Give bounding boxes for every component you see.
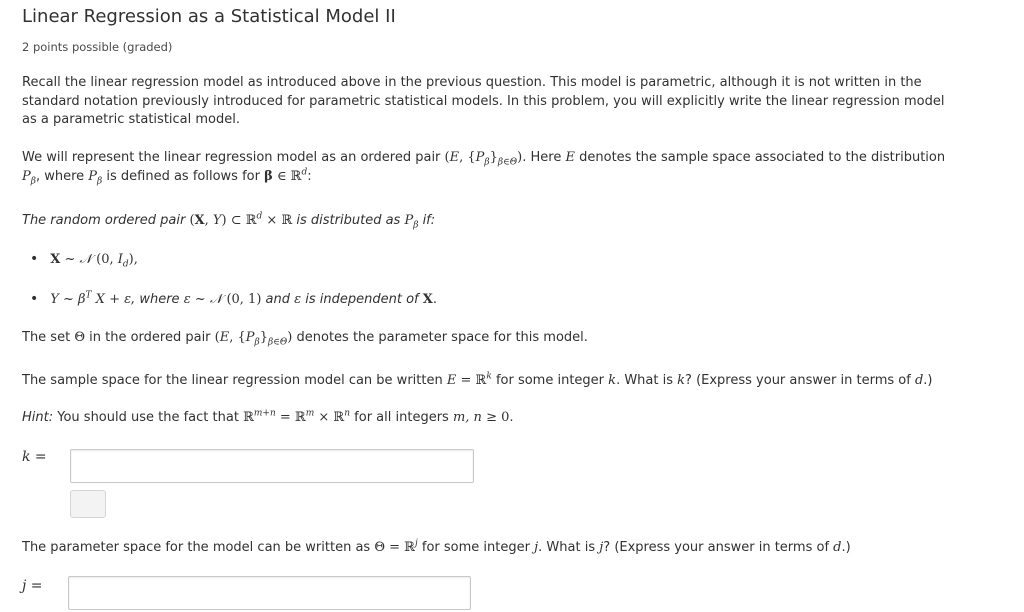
k-answer-input[interactable]: [70, 449, 474, 483]
bullet-x-distribution: • X ~ 𝒩 (0, $I_d$),: [30, 251, 138, 270]
bullet-y-distribution: • Y ~ $\beta^T$ X + ε, where ε ~ 𝒩 (0, 1) and ε is independent of X.: [30, 290, 437, 307]
j-answer-input[interactable]: [68, 576, 471, 610]
parameter-set-paragraph: The set Θ in the ordered pair (E, $\{P_\beta\}_{\beta\in\Theta}$) denotes the parameter space for this model.: [22, 330, 588, 348]
distribution-statement: The random ordered pair (X, Y) ⊂ ℝ$^d$ × ℝ is distributed as $P_\beta$ if:: [22, 211, 436, 231]
intro-paragraph: Recall the linear regression model as introduced above in the previous question. This model is parametric, although it is not written in the standard notation previously introduced for parametric statistical models. In this problem, you will explicitly write the linear regression model as a parametric statistical model.: [22, 75, 945, 127]
k-preview-button[interactable]: [70, 490, 106, 518]
representation-paragraph: We will represent the linear regression model as an ordered pair (E, $\{P_\beta\}_{\beta\in\Theta}$). Here E denotes the sample space associated to the distribution $P_\beta$, where $P_\beta$ is defined as follows for β ∈ ℝ$^d$:: [22, 150, 946, 187]
j-input-label: j =: [22, 578, 43, 594]
hint-text: Hint: You should use the fact that ℝ$^{m+n}$ = ℝ$^m$ × ℝ$^n$ for all integers m, n ≥ 0.: [22, 408, 514, 425]
points-possible: 2 points possible (graded): [22, 40, 173, 54]
question-k-text: The sample space for the linear regression model can be written E = ℝ$^k$ for some integer k. What is k? (Express your answer in terms of d.): [22, 371, 933, 388]
problem-title: Linear Regression as a Statistical Model II: [22, 6, 396, 27]
k-input-label: k =: [22, 449, 47, 465]
question-j-text: The parameter space for the model can be written as Θ = ℝ$^j$ for some integer j. What is j? (Express your answer in terms of d.): [22, 538, 851, 555]
